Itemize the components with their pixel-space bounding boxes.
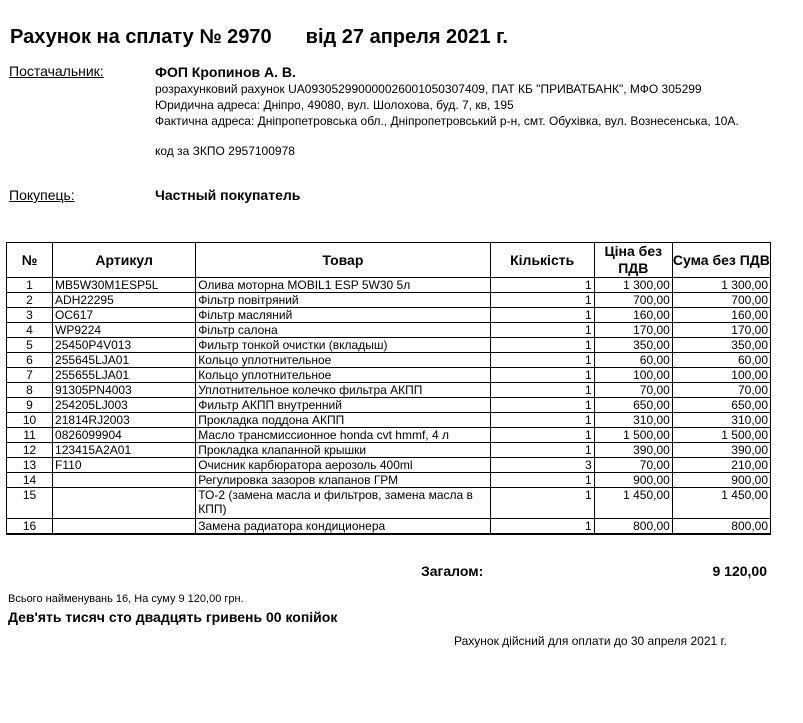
cell-sku: 91305PN4003 (53, 383, 196, 398)
cell-quantity: 1 (490, 488, 594, 519)
buyer-name: Частный покупатель (155, 187, 301, 203)
cell-sku: MB5W30M1ESP5L (53, 278, 196, 293)
cell-quantity: 3 (490, 458, 594, 473)
cell-sum: 210,00 (672, 458, 770, 473)
cell-quantity: 1 (490, 519, 594, 535)
cell-quantity: 1 (490, 293, 594, 308)
cell-product: Фильтр АКПП внутренний (196, 398, 490, 413)
cell-price: 700,00 (594, 293, 672, 308)
cell-price: 1 500,00 (594, 428, 672, 443)
cell-sum: 100,00 (672, 368, 770, 383)
cell-quantity: 1 (490, 398, 594, 413)
invoice-date: від 27 апреля 2021 г. (305, 26, 508, 48)
table-row (7, 488, 771, 519)
cell-price: 1 300,00 (594, 278, 672, 293)
cell-quantity: 1 (490, 323, 594, 338)
cell-quantity: 1 (490, 473, 594, 488)
invoice-number: Рахунок на сплату № 2970 (10, 26, 272, 48)
cell-quantity: 1 (490, 353, 594, 368)
cell-number: 6 (7, 353, 53, 368)
cell-price: 390,00 (594, 443, 672, 458)
invoice-title (10, 26, 508, 49)
supplier-details (155, 63, 775, 159)
cell-sum: 60,00 (672, 353, 770, 368)
cell-number: 16 (7, 519, 53, 535)
table-row (7, 458, 771, 473)
cell-price: 800,00 (594, 519, 672, 535)
cell-number: 5 (7, 338, 53, 353)
cell-product: Фільтр повітряний (196, 293, 490, 308)
cell-quantity: 1 (490, 443, 594, 458)
col-header-sku: Артикул (53, 243, 196, 278)
cell-sku: OC617 (53, 308, 196, 323)
cell-number: 2 (7, 293, 53, 308)
table-row (7, 368, 771, 383)
cell-sku (53, 519, 196, 535)
cell-product: Олива моторна MOBIL1 ESP 5W30 5л (196, 278, 490, 293)
cell-sum: 390,00 (672, 443, 770, 458)
table-row (7, 323, 771, 338)
cell-product: Фільтр масляний (196, 308, 490, 323)
cell-price: 310,00 (594, 413, 672, 428)
cell-product: Уплотнительное колечко фильтра АКПП (196, 383, 490, 398)
cell-quantity: 1 (490, 383, 594, 398)
supplier-label: Постачальник: (9, 63, 104, 79)
supplier-edrpou: код за ЗКПО 2957100978 (155, 144, 295, 158)
cell-sku: 25450P4V013 (53, 338, 196, 353)
cell-product: Замена радиатора кондиционера (196, 519, 490, 535)
cell-sum: 1 300,00 (672, 278, 770, 293)
cell-product: Фільтр салона (196, 323, 490, 338)
cell-sku (53, 488, 196, 519)
cell-number: 11 (7, 428, 53, 443)
cell-sum: 160,00 (672, 308, 770, 323)
cell-product: Кольцо уплотнительное (196, 353, 490, 368)
table-header-row (7, 243, 771, 278)
table-row (7, 443, 771, 458)
cell-product: Очисник карбюратора аерозоль 400ml (196, 458, 490, 473)
cell-product: Кольцо уплотнительное (196, 368, 490, 383)
buyer-label: Покупець: (9, 187, 75, 203)
cell-sum: 1 450,00 (672, 488, 770, 519)
cell-product: Масло трансмиссионное honda cvt hmmf, 4 л (196, 428, 490, 443)
cell-number: 14 (7, 473, 53, 488)
cell-sku: 0826099904 (53, 428, 196, 443)
table-row (7, 278, 771, 293)
cell-number: 8 (7, 383, 53, 398)
cell-number: 1 (7, 278, 53, 293)
cell-price: 170,00 (594, 323, 672, 338)
table-row (7, 413, 771, 428)
cell-price: 60,00 (594, 353, 672, 368)
cell-sum: 900,00 (672, 473, 770, 488)
cell-price: 900,00 (594, 473, 672, 488)
cell-number: 13 (7, 458, 53, 473)
cell-product: Регулировка зазоров клапанов ГРМ (196, 473, 490, 488)
cell-number: 3 (7, 308, 53, 323)
cell-sku: 21814RJ2003 (53, 413, 196, 428)
cell-product: Прокладка поддона АКПП (196, 413, 490, 428)
supplier-actual-address: Фактична адреса: Дніпропетровська обл., Дніпропетровський р-н, смт. Обухівка, вул. Вознесенська, 10А. (155, 114, 739, 128)
cell-sum: 350,00 (672, 338, 770, 353)
cell-sku: ADH22295 (53, 293, 196, 308)
col-header-price: Ціна без ПДВ (594, 243, 672, 278)
cell-price: 70,00 (594, 458, 672, 473)
cell-quantity: 1 (490, 308, 594, 323)
table-row (7, 473, 771, 488)
col-header-number: № (7, 243, 53, 278)
cell-sku: 254205LJ003 (53, 398, 196, 413)
cell-product: Фильтр тонкой очистки (вкладыш) (196, 338, 490, 353)
cell-quantity: 1 (490, 428, 594, 443)
cell-sku: 255655LJA01 (53, 368, 196, 383)
total-in-words: Дев'ять тисяч сто двадцять гривень 00 копійок (8, 609, 338, 625)
cell-number: 7 (7, 368, 53, 383)
cell-quantity: 1 (490, 368, 594, 383)
cell-quantity: 1 (490, 278, 594, 293)
cell-sum: 1 500,00 (672, 428, 770, 443)
cell-price: 650,00 (594, 398, 672, 413)
cell-sum: 800,00 (672, 519, 770, 535)
col-header-product: Товар (196, 243, 490, 278)
cell-sku: F110 (53, 458, 196, 473)
cell-quantity: 1 (490, 338, 594, 353)
table-row (7, 338, 771, 353)
table-row (7, 308, 771, 323)
cell-quantity: 1 (490, 413, 594, 428)
cell-number: 9 (7, 398, 53, 413)
col-header-quantity: Кількість (490, 243, 594, 278)
cell-sum: 310,00 (672, 413, 770, 428)
cell-sku (53, 473, 196, 488)
cell-number: 10 (7, 413, 53, 428)
cell-number: 15 (7, 488, 53, 519)
cell-number: 12 (7, 443, 53, 458)
table-row (7, 519, 771, 535)
table-row (7, 383, 771, 398)
cell-sum: 170,00 (672, 323, 770, 338)
table-row (7, 293, 771, 308)
table-row (7, 428, 771, 443)
cell-sum: 70,00 (672, 383, 770, 398)
total-value: 9 120,00 (712, 563, 767, 579)
cell-price: 1 450,00 (594, 488, 672, 519)
validity-note: Рахунок дійсний для оплати до 30 апреля 2021 г. (454, 634, 727, 648)
cell-price: 70,00 (594, 383, 672, 398)
cell-product: ТО-2 (замена масла и фильтров, замена масла в КПП) (196, 488, 490, 519)
supplier-account: розрахунковий рахунок UA093052990000026001050307409, ПАТ КБ "ПРИВАТБАНК", МФО 305299 (155, 82, 702, 96)
col-header-sum: Сума без ПДВ (672, 243, 770, 278)
cell-number: 4 (7, 323, 53, 338)
items-table (6, 242, 771, 535)
cell-product: Прокладка клапанной крышки (196, 443, 490, 458)
supplier-name: ФОП Кропинов А. В. (155, 64, 296, 80)
supplier-legal-address: Юридична адреса: Дніпро, 49080, вул. Шолохова, буд. 7, кв, 195 (155, 98, 514, 112)
cell-sku: 123415A2A01 (53, 443, 196, 458)
cell-sku: WP9224 (53, 323, 196, 338)
table-row (7, 398, 771, 413)
items-count-summary: Всього найменувань 16, На суму 9 120,00 грн. (8, 593, 244, 605)
table-row (7, 353, 771, 368)
cell-price: 100,00 (594, 368, 672, 383)
total-label: Загалом: (421, 563, 484, 579)
cell-price: 160,00 (594, 308, 672, 323)
cell-price: 350,00 (594, 338, 672, 353)
cell-sku: 255645LJA01 (53, 353, 196, 368)
cell-sum: 700,00 (672, 293, 770, 308)
cell-sum: 650,00 (672, 398, 770, 413)
